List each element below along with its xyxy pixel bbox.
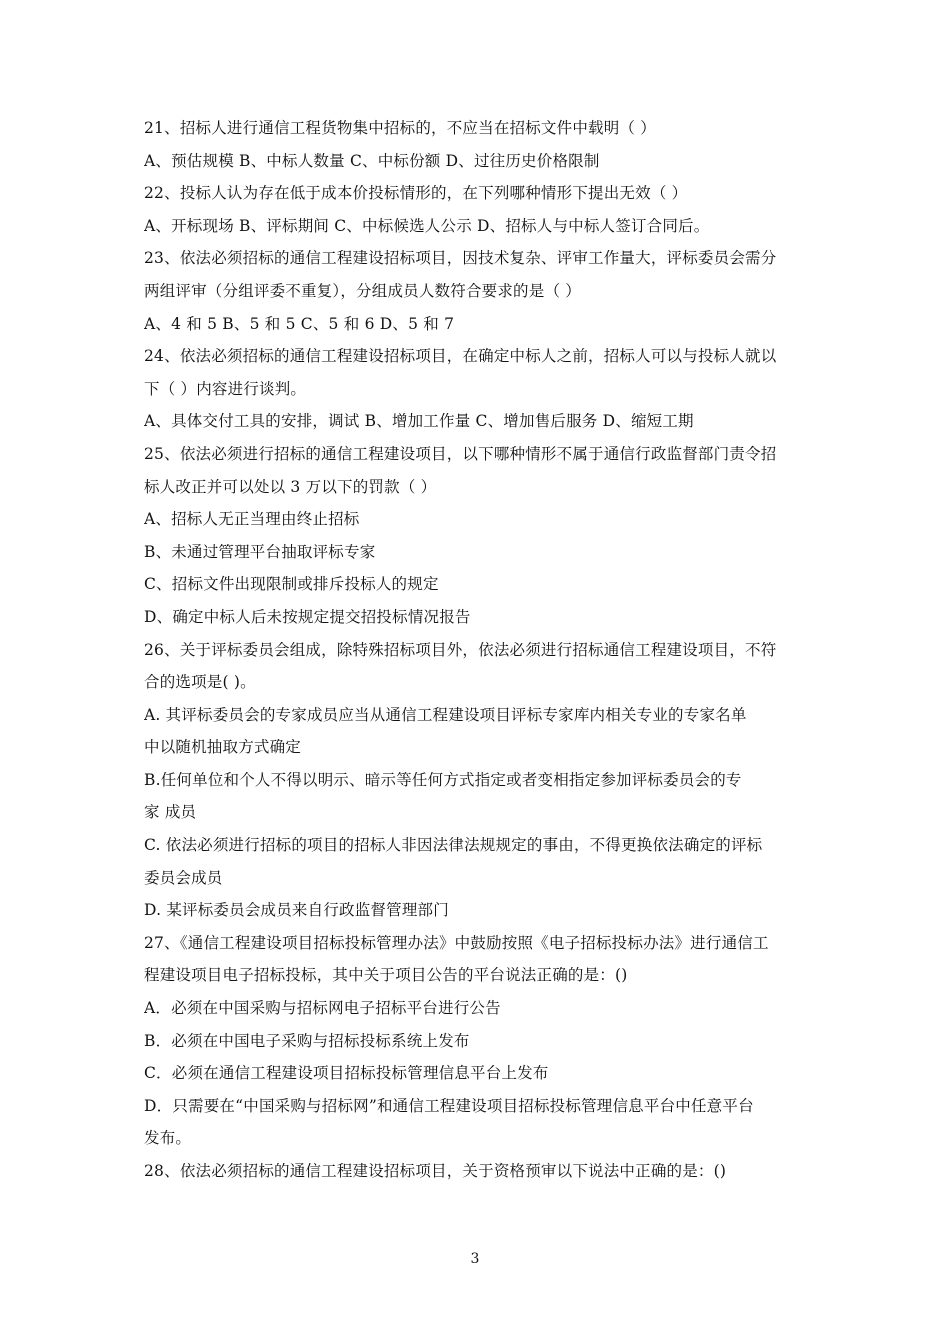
text-line: A、具体交付工具的安排，调试 B、增加工作量 C、增加售后服务 D、缩短工期 — [144, 412, 694, 431]
text-line: A. 其评标委员会的专家成员应当从通信工程建设项目评标专家库内相关专业的专家名单 — [144, 705, 747, 724]
text-line: 23、依法必须招标的通信工程建设招标项目，因技术复杂、评审工作量大，评标委员会需分 — [144, 249, 777, 268]
text-line: C. 依法必须进行招标的项目的招标人非因法律法规规定的事由，不得更换依法确定的评标 — [144, 836, 763, 855]
text-line: B．必须在中国电子采购与招标投标系统上发布 — [144, 1031, 470, 1050]
text-line: 25、依法必须进行招标的通信工程建设项目，以下哪种情形不属于通信行政监督部门责令招 — [144, 444, 777, 463]
text-line: 中以随机抽取方式确定 — [144, 738, 302, 757]
text-line: 26、关于评标委员会组成，除特殊招标项目外，依法必须进行招标通信工程建设项目，不符 — [144, 640, 777, 659]
text-line: A、预估规模 B、中标人数量 C、中标份额 D、过往历史价格限制 — [144, 151, 600, 170]
text-line: A、开标现场 B、评标期间 C、中标候选人公示 D、招标人与中标人签订合同后。 — [144, 216, 710, 235]
text-line: 下（ ）内容进行谈判。 — [144, 379, 307, 398]
text-line: 委员会成员 — [144, 868, 223, 887]
page-number: 3 — [470, 1251, 480, 1267]
text-line: 两组评审（分组评委不重复），分组成员人数符合要求的是（ ） — [144, 281, 581, 300]
text-line: A、招标人无正当理由终止招标 — [144, 510, 360, 529]
text-line: 程建设项目电子招标投标，其中关于项目公告的平台说法正确的是：() — [144, 966, 628, 985]
text-line: A、4 和 5 B、5 和 5 C、5 和 6 D、5 和 7 — [144, 314, 455, 333]
text-line: C、招标文件出现限制或排斥投标人的规定 — [144, 575, 439, 594]
text-line: 27、《通信工程建设项目招标投标管理办法》中鼓励按照《电子招标投标办法》进行通信工 — [144, 933, 769, 952]
text-line: 家 成员 — [144, 803, 197, 822]
text-line: 21、招标人进行通信工程货物集中招标的，不应当在招标文件中载明（ ） — [144, 119, 656, 137]
text-line: 24、依法必须招标的通信工程建设招标项目，在确定中标人之前，招标人可以与投标人就以 — [144, 347, 777, 366]
page-content — [144, 112, 812, 1188]
text-line: D．只需要在“中国采购与招标网”和通信工程建设项目招标投标管理信息平台中任意平台 — [144, 1096, 754, 1115]
text-line: 28、依法必须招标的通信工程建设招标项目，关于资格预审以下说法中正确的是：() — [144, 1162, 727, 1180]
text-line: D. 某评标委员会成员来自行政监督管理部门 — [144, 901, 449, 920]
text-line: B.任何单位和个人不得以明示、暗示等任何方式指定或者变相指定参加评标委员会的专 — [144, 770, 742, 789]
text-line: B、未通过管理平台抽取评标专家 — [144, 542, 376, 561]
text-line: A．必须在中国采购与招标网电子招标平台进行公告 — [144, 999, 501, 1018]
text-line: C．必须在通信工程建设项目招标投标管理信息平台上发布 — [144, 1064, 549, 1083]
text-line: 发布。 — [144, 1129, 192, 1148]
text-line: 合的选项是( )。 — [144, 673, 256, 692]
text-line: D、确定中标人后未按规定提交招投标情况报告 — [144, 607, 471, 626]
text-line: 标人改正并可以处以 3 万以下的罚款（ ） — [144, 477, 437, 496]
text-line: 22、投标人认为存在低于成本价投标情形的，在下列哪种情形下提出无效（ ） — [144, 184, 688, 203]
